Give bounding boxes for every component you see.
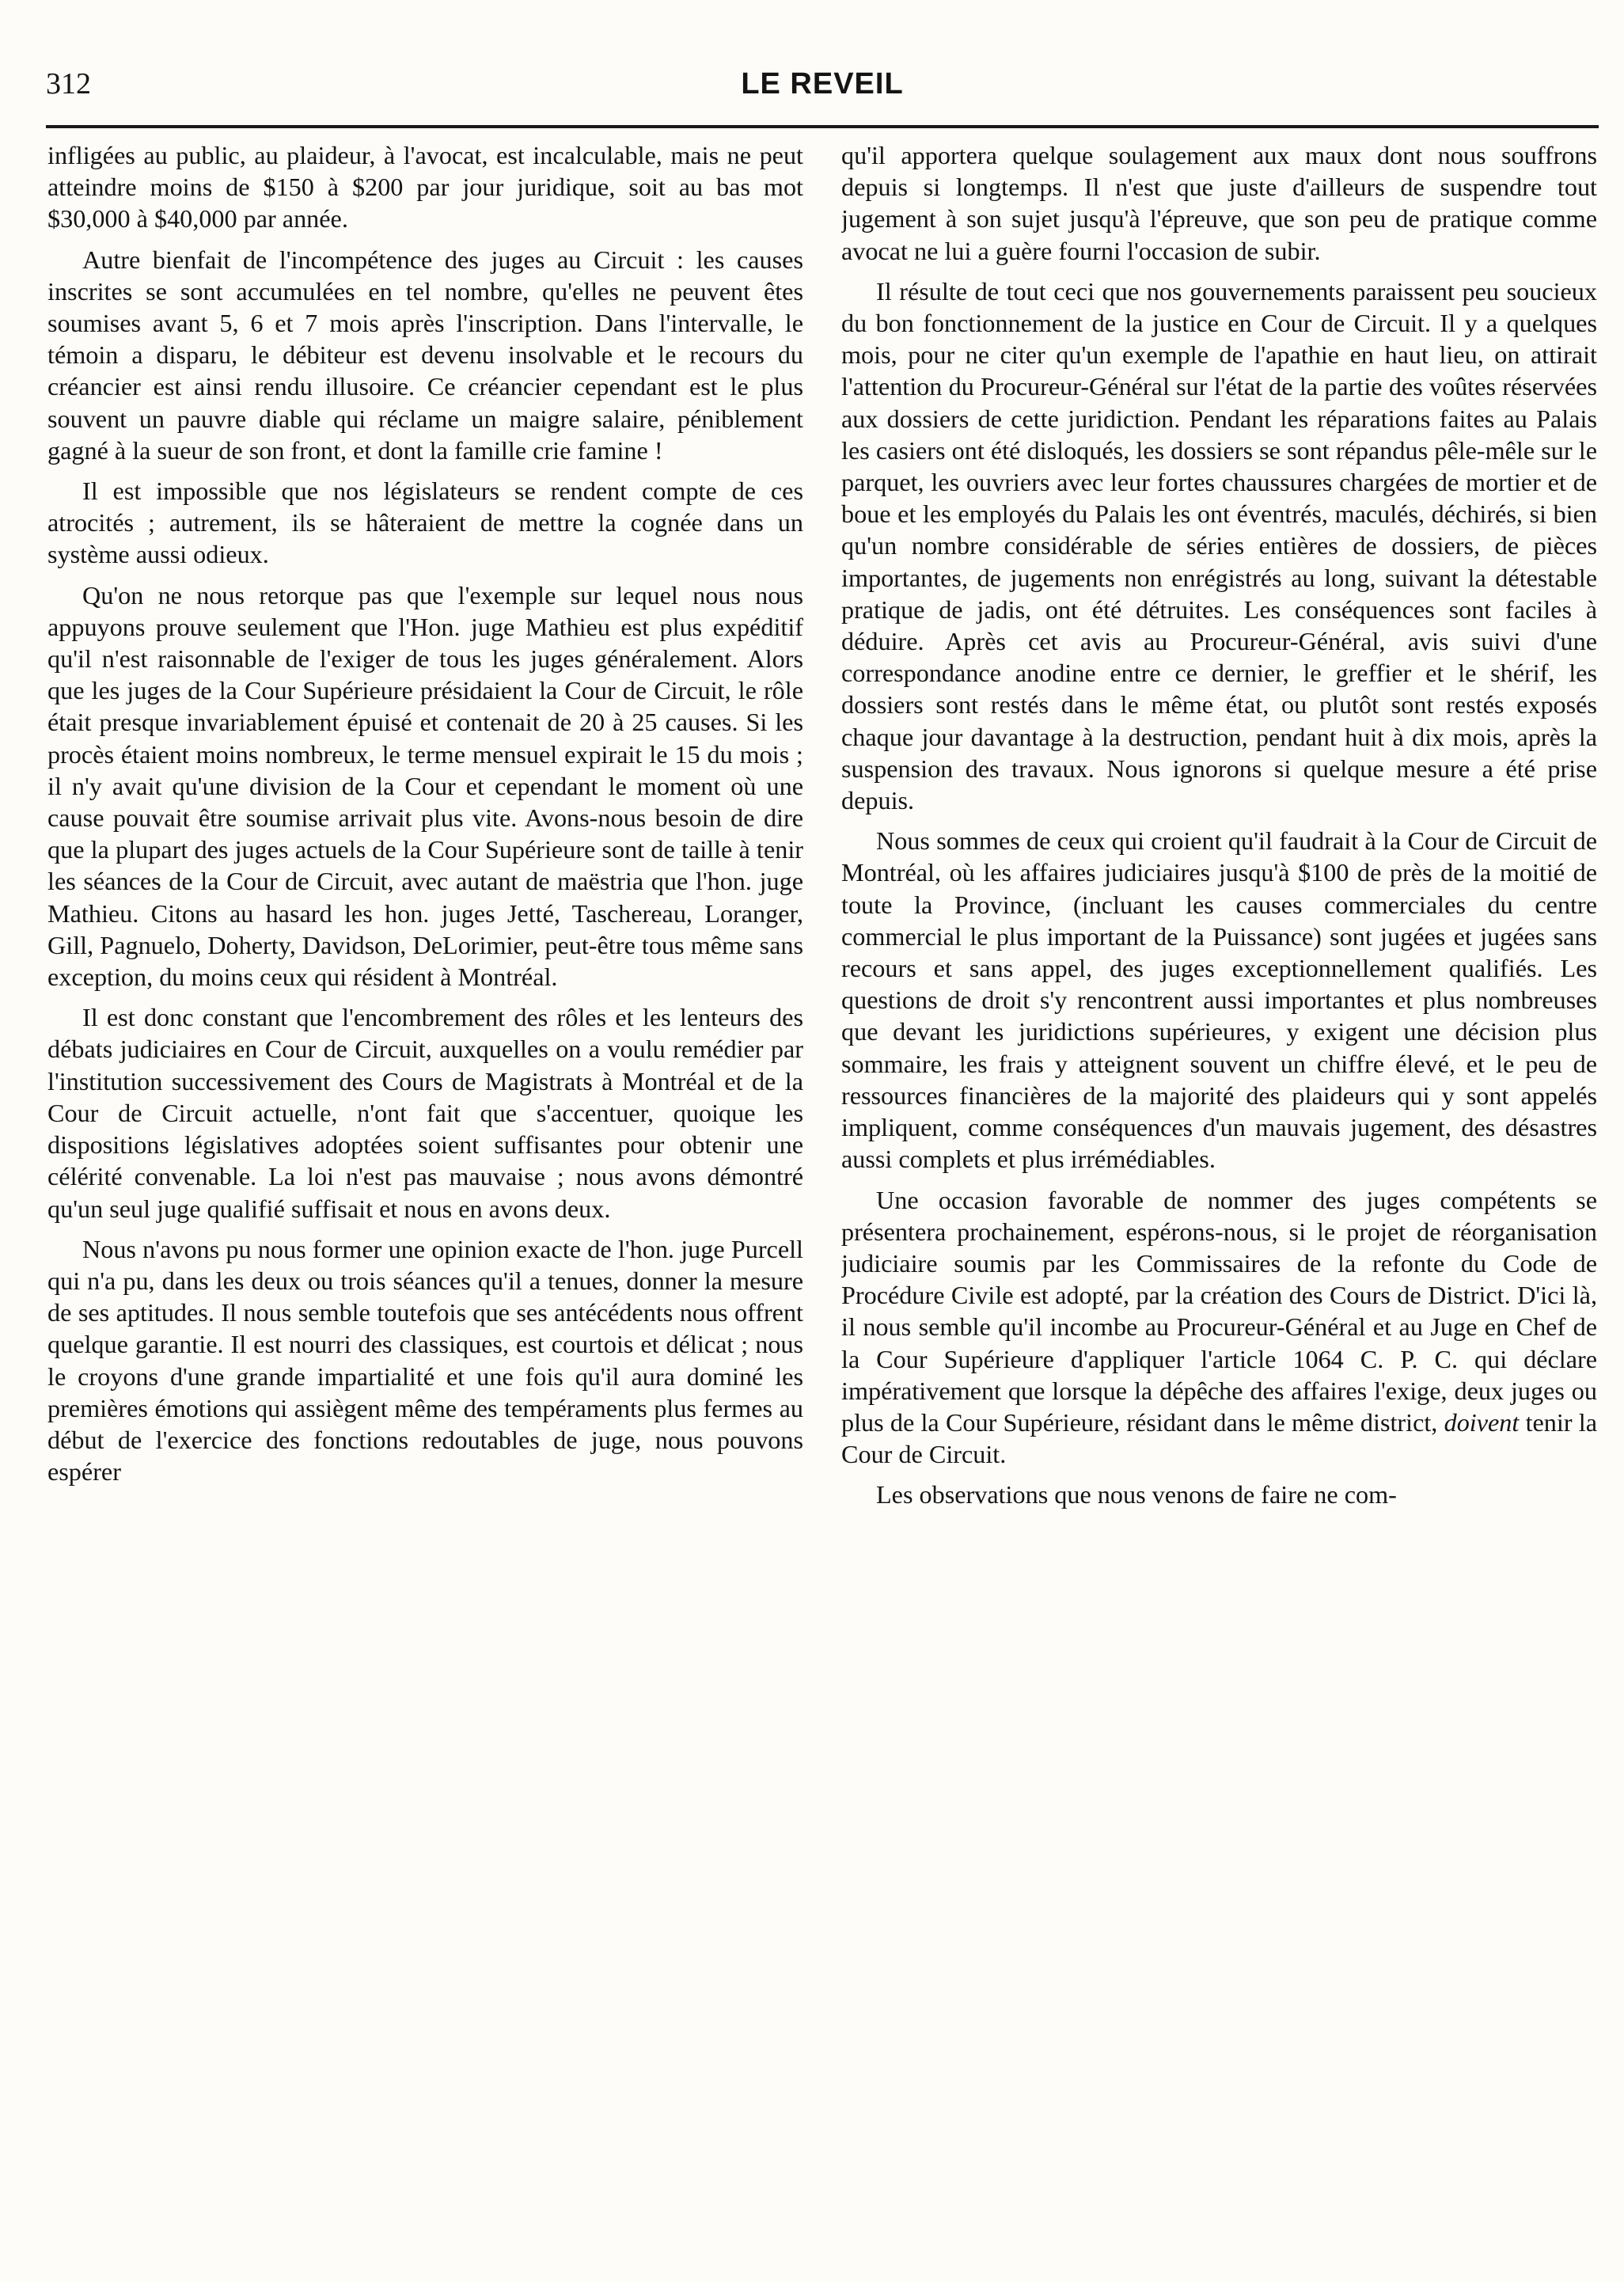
right-column: [841, 139, 1597, 2197]
emphasis-text: doivent: [1444, 1407, 1520, 1437]
paragraph: Qu'on ne nous retorque pas que l'exemple sur lequel nous nous appuyons prouve seulement que l'Hon. juge Mathieu est plus expéditif qu'il n'est raisonnable de l'exiger de tous les juges généralement. Alors que les juges de la Cour Supérieure présidaient la Cour de Circuit, le rôle était presque invariablement épuisé et contenait de 20 à 25 causes. Si les procès étaient moins nombreux, le terme mensuel expirait le 15 du mois ; il n'y avait qu'une division de la Cour et cependant le moment où une cause pouvait être soumise arrivait plus vite. Avons-nous besoin de dire que la plupart des juges actuels de la Cour Supérieure sont de taille à tenir les séances de la Cour de Circuit, avec autant de maëstria que l'hon. juge Mathieu. Citons au hasard les hon. juges Jetté, Taschereau, Loranger, Gill, Pagnuelo, Doherty, Davidson, DeLorimier, peut-être tous même sans exception, du moins ceux qui résident à Montréal.: [47, 580, 803, 992]
page-number: 312: [46, 67, 91, 101]
paragraph-continued: qu'il apportera quelque soulagement aux maux dont nous souffrons depuis si longtemps. Il n'est que juste d'ailleurs de suspendre tout jugement à son sujet jusqu'à l'épreuve, que son peu de pratique comme avocat ne lui a guère fourni l'occasion de subir.: [841, 141, 1597, 265]
paragraph-text: tenir la Cour de Circuit.: [841, 1407, 1597, 1469]
running-title: LE REVEIL: [741, 67, 904, 101]
paragraph: Il est donc constant que l'encombrement des rôles et les lenteurs des débats judiciaires en Cour de Circuit, auxquelles on a voulu remédier par l'institution successivement des Cours de Magistrats à Montréal et de la Cour de Circuit actuelle, n'ont fait que s'accentuer, quoique les dispositions législatives adoptées soient suffisantes pour obtenir une célérité convenable. La loi n'est pas mauvaise ; nous avons démontré qu'un seul juge qualifié suffisait et nous en avons deux.: [47, 1003, 803, 1223]
page-header: [46, 60, 1599, 108]
paragraph: Autre bienfait de l'incompétence des juges au Circuit : les causes inscrites se sont accumulées en tel nombre, qu'elles ne peuvent êtes soumises avant 5, 6 et 7 mois après l'inscription. Dans l'intervalle, le témoin a disparu, le débiteur est devenu insolvable et le recours du créancier est ainsi rendu illusoire. Ce créancier cependant est le plus souvent un pauvre diable qui réclame un maigre salaire, péniblement gagné à la sueur de son front, et dont la famille crie famine !: [47, 245, 803, 465]
paragraph: Nous n'avons pu nous former une opinion exacte de l'hon. juge Purcell qui n'a pu, dans les deux ou trois séances qu'il a tenues, donner la mesure de ses aptitudes. Il nous semble toutefois que ses antécédents nous offrent quelque garantie. Il est nourri des classiques, est courtois et délicat ; nous le croyons d'une grande impartialité et une fois qu'il aura dominé les premières émotions qui assiègent même des tempéraments plus fermes au début de l'exercice des fonctions redoutables de juge, nous pouvons espérer: [47, 1234, 803, 1487]
paragraph: [841, 1184, 1597, 1471]
paragraph: Nous sommes de ceux qui croient qu'il faudrait à la Cour de Circuit de Montréal, où les affaires judiciaires jusqu'à $100 de près de la moitié de toute la Province, (incluant les causes commerciales du centre commercial le plus important de la Puissance) sont jugées et jugées sans recours et sans appel, des juges exceptionnellement qualifiés. Les questions de droit s'y rencontrent aussi importantes et plus nombreuses que devant les juridictions supérieures, y exigent une décision plus sommaire, les frais y atteignent souvent un chiffre élevé, et le peu de ressources financières de la majorité des plaideurs qui y sont appelés impliquent, comme conséquences d'un mauvais jugement, des désastres aussi complets et plus irrémédiables.: [841, 826, 1597, 1174]
left-column: [47, 139, 803, 2197]
paragraph: Les observations que nous venons de faire ne com-: [876, 1480, 1397, 1509]
paragraph: Il est impossible que nos législateurs se rendent compte de ces atrocités ; autrement, ils se hâteraient de mettre la cognée dans un système aussi odieux.: [47, 477, 803, 569]
paragraph-continued: infligées au public, au plaideur, à l'avocat, est incalculable, mais ne peut atteindre moins de $150 à $200 par jour juridique, soit au bas mot $30,000 à $40,000 par année.: [47, 141, 803, 234]
paragraph: Il résulte de tout ceci que nos gouvernements paraissent peu soucieux du bon fonctionnement de la justice en Cour de Circuit. Il y a quelques mois, pour ne citer qu'un exemple de l'apathie en haut lieu, on attirait l'attention du Procureur-Général sur l'état de la partie des voûtes réservées aux dossiers de cette juridiction. Pendant les réparations faites au Palais les casiers ont été disloqués, les dossiers se sont répandus pêle-mêle sur le parquet, les ouvriers avec leur fortes chaussures chargées de mortier et de boue et les employés du Palais les ont éventrés, maculés, déchirés, si bien qu'un nombre considérable de séries entières de dossiers, de pièces importantes, de jugements non enrégistrés au long, suivant la détestable pratique de jadis, ont été détruites. Les conséquences sont faciles à déduire. Après cet avis au Procureur-Général, avis suivi d'une correspondance anodine entre ce dernier, le greffier et le shérif, les dossiers sont restés dans le même état, ou plutôt sont restés exposés chaque jour davantage à la destruction, pendant huit à dix mois, après la suspension des travaux. Nous ignorons si quelque mesure a été prise depuis.: [841, 276, 1597, 815]
paragraph-text: Une occasion favorable de nommer des juges compétents se présentera prochainement, espérons-nous, si le projet de réorganisation judiciaire soumis par les Commissaires de la refonte du Code de Procédure Civile est adopté, par la création des Cours de District. D'ici là, il nous semble qu'il incombe au Procureur-Général et au Juge en Chef de la Cour Supérieure d'appliquer l'article 1064 C. P. C. qui déclare impérativement que lorsque la dépêche des affaires l'exige, deux juges ou plus de la Cour Supérieure, résidant dans le même district,: [841, 1185, 1597, 1437]
header-rule: [46, 125, 1599, 128]
